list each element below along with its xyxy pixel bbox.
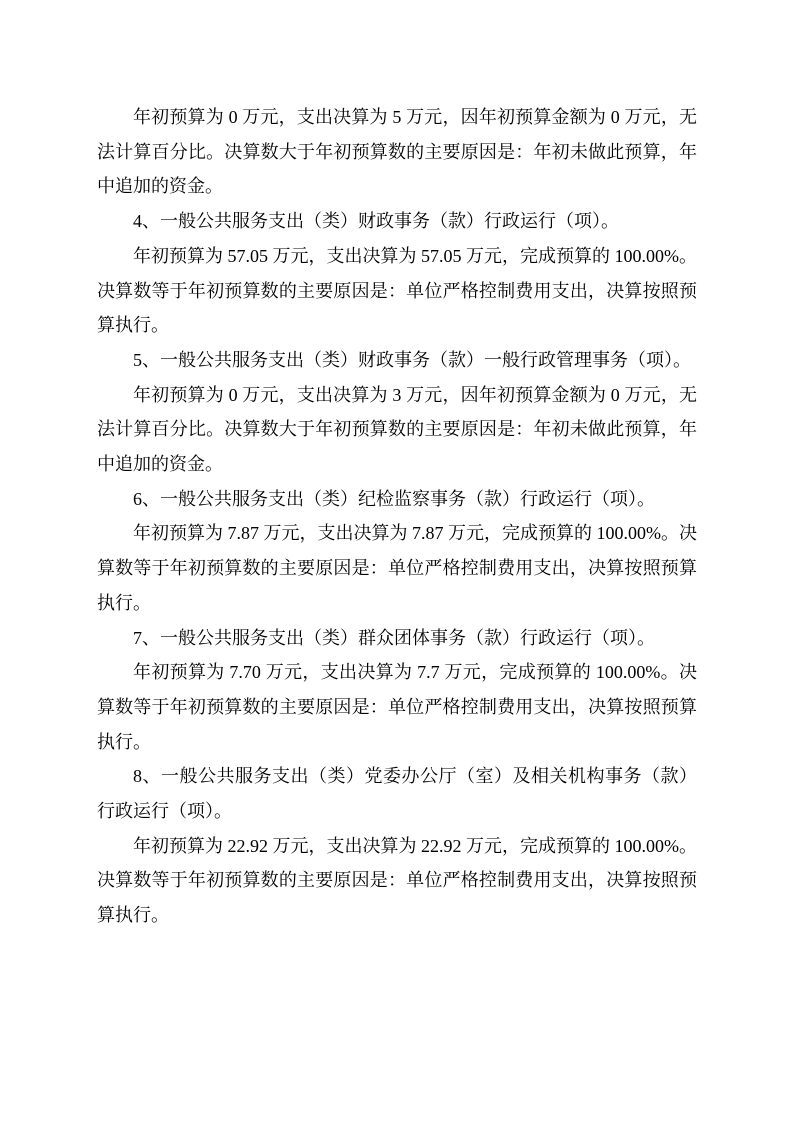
heading-item-5: 5、一般公共服务支出（类）财政事务（款）一般行政管理事务（项）。	[133, 349, 691, 370]
paragraph-item-8-detail: 年初预算为 22.92 万元，支出决算为 22.92 万元，完成预算的 100.00%。决算数等于年初预算数的主要原因是：单位严格控制费用支出，决算按照预算执行。	[97, 835, 697, 926]
paragraph-item-7-detail: 年初预算为 7.70 万元，支出决算为 7.7 万元，完成预算的 100.00%。决算数等于年初预算数的主要原因是：单位严格控制费用支出，决算按照预算执行。	[97, 662, 697, 752]
document-body	[97, 100, 697, 933]
paragraph-detail-continuation: 年初预算为 0 万元，支出决算为 5 万元，因年初预算金额为 0 万元，无法计算百分比。决算数大于年初预算数的主要原因是：年初未做此预算，年中追加的资金。	[97, 107, 697, 197]
paragraph-item-4-detail: 年初预算为 57.05 万元，支出决算为 57.05 万元，完成预算的 100.00%。决算数等于年初预算数的主要原因是：单位严格控制费用支出，决算按照预算执行。	[97, 245, 697, 336]
heading-item-4: 4、一般公共服务支出（类）财政事务（款）行政运行（项）。	[133, 211, 619, 232]
heading-item-8: 8、一般公共服务支出（类）党委办公厅（室）及相关机构事务（款）行政运行（项）。	[97, 766, 697, 822]
heading-item-7: 7、一般公共服务支出（类）群众团体事务（款）行政运行（项）。	[133, 627, 655, 648]
paragraph-item-5-detail: 年初预算为 0 万元，支出决算为 3 万元，因年初预算金额为 0 万元，无法计算百分比。决算数大于年初预算数的主要原因是：年初未做此预算，年中追加的资金。	[97, 384, 697, 475]
heading-item-6: 6、一般公共服务支出（类）纪检监察事务（款）行政运行（项）。	[133, 488, 655, 509]
paragraph-item-6-detail: 年初预算为 7.87 万元，支出决算为 7.87 万元，完成预算的 100.00%。决算数等于年初预算数的主要原因是：单位严格控制费用支出，决算按照预算执行。	[97, 523, 697, 613]
